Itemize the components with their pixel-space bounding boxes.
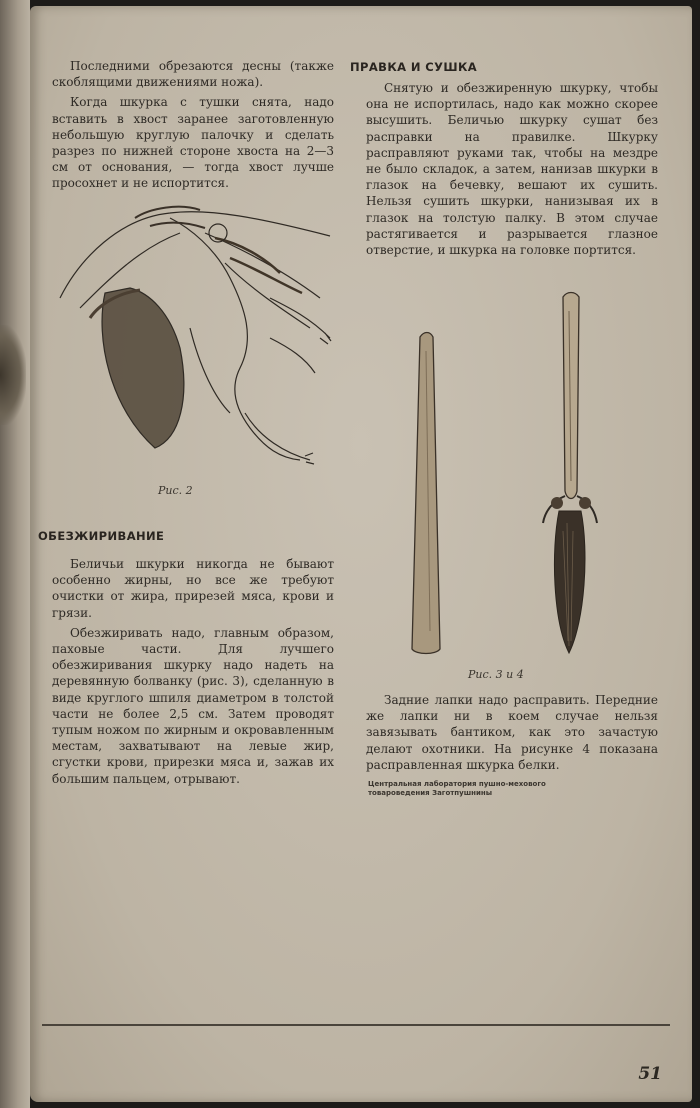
footer-rule xyxy=(42,1024,670,1026)
left-column-degreasing-text xyxy=(52,556,334,791)
figure-4-stretched-squirrel-skin xyxy=(535,291,605,661)
credit-line-1: Центральная лаборатория пушно-мехового xyxy=(368,780,546,788)
section-heading-degreasing: ОБЕЗЖИРИВАНИЕ xyxy=(38,529,165,543)
credit-line xyxy=(368,780,658,798)
paragraph: Беличьи шкурки никогда не бывают особенно жирны, но все же требуют очистки от жира, прирезей мяса, крови и грязи. xyxy=(52,557,334,620)
paragraph: Снятую и обезжиренную шкурку, чтобы она не испортилась, надо как можно скорее высушить. Беличью шкурку сушат без расправки на правилке. Шкурку расправляют руками так, чтобы на мездре не было складок, а затем, нанизав шкурки в глазок на бечевку, вешают их сушить. Нельзя сушить шкурки, нанизывая их в глазок на толстую палку. В этом случае растягивается и разрывается глазное отверстие, и шкурка на головке портится. xyxy=(366,81,658,258)
paragraph: Обезжиривать надо, главным образом, паховые части. Для лучшего обезжиривания шкурку надо надеть на деревянную болванку (рис. 3), сделанную в виде круглого шпиля диаметром в толстой части не более 2,5 см. Затем проводят тупым ножом по жирным и окровавленным местам, захватывают на левые жир, сгустки крови, прирезки мяса и, зажав их большим пальцем, отрывают. xyxy=(52,625,334,786)
paragraph: Задние лапки надо расправить. Передние же лапки ни в коем случае нельзя завязывать бантиком, как это зачастую делают охотники. На рисунке 4 показана расправленная шкурка белки. xyxy=(366,693,658,772)
figure-2-squirrel-skinning-illustration xyxy=(40,198,340,483)
book-page xyxy=(30,6,692,1102)
previous-page-edge xyxy=(0,0,30,1108)
right-column-top-text xyxy=(366,80,658,262)
paragraph: Последними обрезаются десны (также скоблящими движениями ножа). xyxy=(52,59,334,90)
left-column-top-text xyxy=(52,58,334,196)
figure-3-4-caption: Рис. 3 и 4 xyxy=(468,668,524,681)
previous-page-illustration-fragment xyxy=(0,325,26,425)
page-number: 51 xyxy=(638,1064,662,1084)
section-heading-straightening-and-drying: ПРАВКА И СУШКА xyxy=(350,60,478,74)
figure-3-wooden-form xyxy=(402,331,452,661)
figure-2-caption: Рис. 2 xyxy=(158,484,193,497)
right-column-bottom-text xyxy=(366,692,658,777)
paragraph: Когда шкурка с тушки снята, надо вставить в хвост заранее заготовленную небольшую круглую палочку и сделать разрез по нижней стороне хвоста на 2—3 см от основания, — тогда хвост лучше просохнет и не испортится. xyxy=(52,95,334,191)
credit-line-2: товароведения Заготпушнины xyxy=(368,789,493,797)
